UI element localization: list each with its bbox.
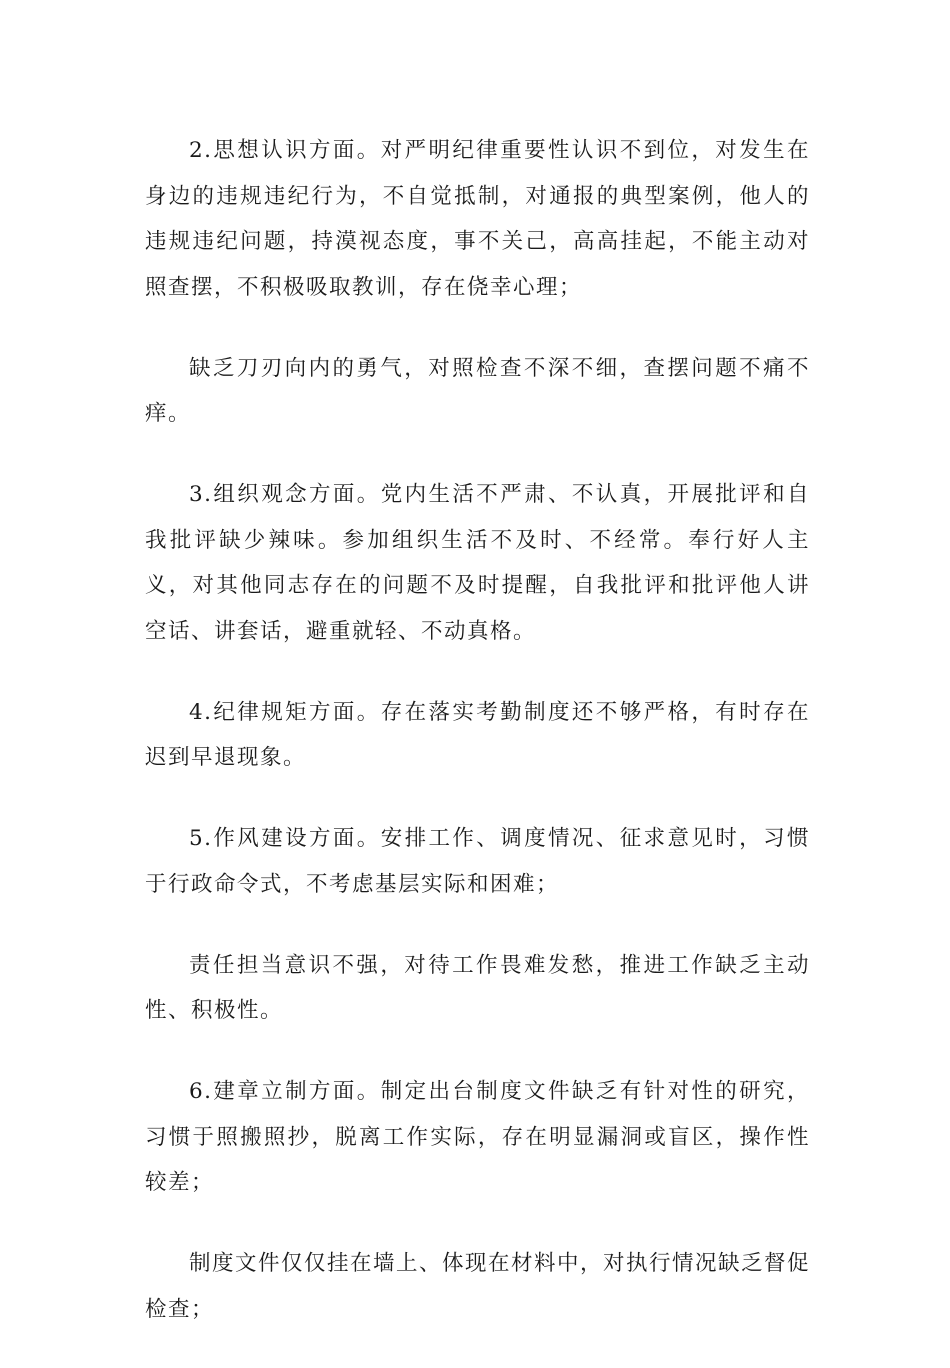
paragraph-work-style: 5.作风建设方面。安排工作、调度情况、征求意见时，习惯于行政命令式，不考虑基层实际和困难； (145, 826, 810, 897)
paragraph-thinking: 2.思想认识方面。对严明纪律重要性认识不到位，对发生在身边的违规违纪行为，不自觉抵制，对通报的典型案例，他人的违规违纪问题，持漠视态度，事不关己，高高挂起，不能主动对照查摆，不积极吸取教训，存在侥幸心理； (145, 138, 810, 300)
paragraph-regulations: 6.建章立制方面。制定出台制度文件缺乏有针对性的研究，习惯于照搬照抄，脱离工作实际，存在明显漏洞或盲区，操作性较差； (145, 1079, 810, 1195)
paragraph-discipline: 4.纪律规矩方面。存在落实考勤制度还不够严格，有时存在迟到早退现象。 (145, 699, 810, 770)
paragraph-thinking-cont: 缺乏刀刃向内的勇气，对照检查不深不细，查摆问题不痛不痒。 (145, 355, 810, 426)
paragraph-work-style-cont: 责任担当意识不强，对待工作畏难发愁，推进工作缺乏主动性、积极性。 (145, 952, 810, 1023)
document-body (145, 128, 810, 1368)
paragraph-organization: 3.组织观念方面。党内生活不严肃、不认真，开展批评和自我批评缺少辣味。参加组织生活不及时、不经常。奉行好人主义，对其他同志存在的问题不及时提醒，自我批评和批评他人讲空话、讲套话，避重就轻、不动真格。 (145, 482, 810, 644)
paragraph-regulations-cont: 制度文件仅仅挂在墙上、体现在材料中，对执行情况缺乏督促检查； (145, 1251, 811, 1322)
